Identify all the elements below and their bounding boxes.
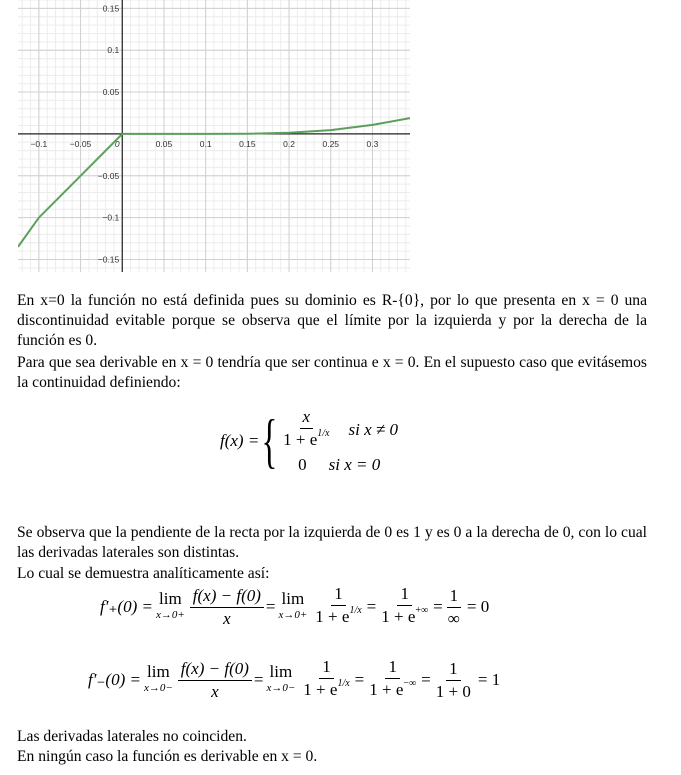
def-case2-cond: si x = 0 xyxy=(328,455,381,474)
def-brace: { xyxy=(261,408,278,474)
paragraph-discontinuity: En x=0 la función no está definida pues su dominio es R-{0}, por lo que presenta en x = 0 una discontinuidad evitable porque se observa que el límite por la izquierda y por la derecha de la función es 0. xyxy=(17,292,647,349)
x-tick-label: 0.1 xyxy=(199,138,212,149)
def-case1-cond: si x ≠ 0 xyxy=(348,420,398,439)
right-frac4: $\frac{1}{\infty}$ xyxy=(447,585,460,628)
x-tick-label: −0.05 xyxy=(69,138,92,149)
x-tick-label: 0.2 xyxy=(283,138,295,149)
x-tick-label: −0.1 xyxy=(30,138,48,149)
left-frac3: $\frac{1}{1 + e^{-\infty}}$ xyxy=(369,657,417,699)
left-result: = 1 xyxy=(477,670,501,689)
left-frac2: $\frac{1}{1 + e^{1/x}}$ xyxy=(303,657,350,699)
right-frac3: $\frac{1}{1 + e^{+\infty}}$ xyxy=(381,584,429,626)
y-tick-label: 0.15 xyxy=(102,3,120,14)
piecewise-definition xyxy=(220,407,398,475)
function-graph xyxy=(18,0,410,272)
paragraph-analytic: Lo cual se demuestra analíticamente así: xyxy=(17,565,270,582)
x-tick-label: 0.25 xyxy=(322,138,340,149)
right-lim2: lim x→0+ xyxy=(278,589,308,621)
right-lim: lim x→0+ xyxy=(155,589,185,621)
y-tick-label: 0.1 xyxy=(107,45,120,56)
right-derivative-formula: f′₊(0) = lim x→0+ $\frac{f(x) - f(0)}{x}$ = lim x→0+ $\frac{1}{1 + e^{1/x}}$ = $\frac{1}{1 + e^{+\infty}}$ = $\frac{1}{\infty}$ = 0 xyxy=(100,584,489,630)
left-lim2: lim x→0− xyxy=(266,662,296,694)
def-lhs: f(x) = xyxy=(220,431,260,450)
right-frac2: $\frac{1}{1 + e^{1/x}}$ xyxy=(315,584,362,626)
y-tick-label: −0.1 xyxy=(102,212,120,223)
x-tick-label: 0.15 xyxy=(239,138,256,149)
left-frac4: $\frac{1}{1 + 0}$ xyxy=(435,658,471,701)
left-frac1: $\frac{f(x) - f(0)}{x}$ xyxy=(178,659,252,702)
left-lim: lim x→0− xyxy=(143,662,173,694)
x-tick-label: 0.3 xyxy=(366,138,379,149)
paragraph-derivable: Para que sea derivable en x = 0 tendría que ser continua e x = 0. En el supuesto caso que evitásemos la continuidad definiendo: xyxy=(17,354,647,391)
def-case2-val: 0 xyxy=(298,455,307,474)
def-case1-frac: $\frac{x}{1 + e^{1/x}}$ xyxy=(283,407,330,449)
right-result: = 0 xyxy=(466,597,490,616)
paragraph-conclusion2: En ningún caso la función es derivable en x = 0. xyxy=(17,748,318,765)
y-tick-label: −0.15 xyxy=(97,254,120,265)
right-lhs: f′₊(0) = xyxy=(100,597,153,616)
x-tick-label: 0.05 xyxy=(155,138,173,149)
y-tick-label: −0.05 xyxy=(97,170,120,181)
y-tick-label: 0.05 xyxy=(102,87,120,98)
left-lhs: f′₋(0) = xyxy=(88,670,141,689)
paragraph-slopes: Se observa que la pendiente de la recta por la izquierda de 0 es 1 y es 0 a la derecha de 0, con lo cual las derivadas laterales son distintas. xyxy=(17,524,647,561)
paragraph-conclusion1: Las derivadas laterales no coinciden. xyxy=(17,728,247,745)
right-frac1: $\frac{f(x) - f(0)}{x}$ xyxy=(190,586,264,629)
x-tick-label: 0 xyxy=(114,138,120,149)
left-derivative-formula: f′₋(0) = lim x→0− $\frac{f(x) - f(0)}{x}$ = lim x→0− $\frac{1}{1 + e^{1/x}}$ = $\frac{1}{1 + e^{-\infty}}$ = $\frac{1}{1 + 0}$ = 1 xyxy=(88,657,500,703)
